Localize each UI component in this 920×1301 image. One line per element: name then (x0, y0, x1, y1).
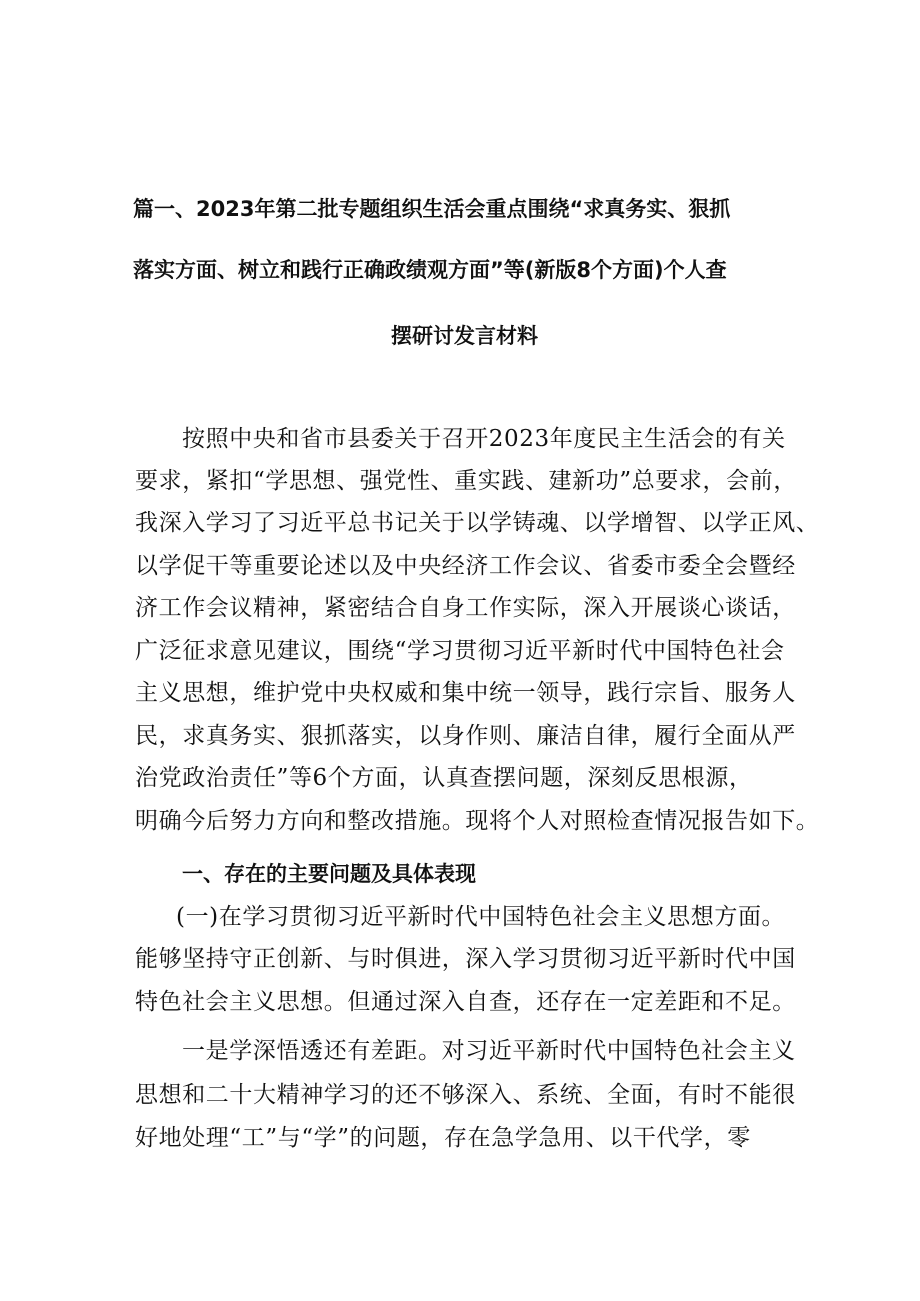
intro-line: 主义思想，维护党中央权威和集中统一领导，践行宗旨、服务人 (135, 680, 796, 706)
intro-line: 明确今后努力方向和整改措施。现将个人对照检查情况报告如下。 (135, 808, 820, 834)
point-line: 好地处理“工”与“学”的问题，存在急学急用、以干代学，零 (135, 1125, 751, 1151)
intro-line: 济工作会议精神，紧密结合自身工作实际，深入开展谈心谈话， (135, 595, 796, 621)
title-line-1: 篇一、2023年第二批专题组织生活会重点围绕“求真务实、狠抓 (133, 197, 731, 221)
point-line: 一是学深悟透还有差距。对习近平新时代中国特色社会主义 (182, 1038, 796, 1064)
intro-line: 以学促干等重要论述以及中央经济工作会议、省委市委全会暨经 (135, 553, 796, 579)
section-heading: 一、存在的主要问题及具体表现 (182, 862, 476, 886)
title-line-2: 落实方面、树立和践行正确政绩观方面”等(新版8个方面)个人查 (133, 258, 727, 282)
intro-line: 按照中央和省市县委关于召开2023年度民主生活会的有关 (182, 426, 786, 452)
intro-line: 民，求真务实、狠抓落实，以身作则、廉洁自律，履行全面从严 (135, 723, 796, 749)
title-line-3: 摆研讨发言材料 (391, 324, 538, 348)
subsection-line: (一)在学习贯彻习近平新时代中国特色社会主义思想方面。 (176, 904, 786, 930)
intro-line: 要求，紧扣“学思想、强党性、重实践、建新功”总要求，会前， (135, 468, 797, 494)
subsection-line: 能够坚持守正创新、与时俱进，深入学习贯彻习近平新时代中国 (135, 946, 796, 972)
subsection-line: 特色社会主义思想。但通过深入自查，还存在一定差距和不足。 (135, 989, 796, 1015)
point-line: 思想和二十大精神学习的还不够深入、系统、全面，有时不能很 (135, 1082, 796, 1108)
intro-line: 广泛征求意见建议，围绕“学习贯彻习近平新时代中国特色社会 (135, 638, 785, 664)
intro-line: 我深入学习了习近平总书记关于以学铸魂、以学增智、以学正风、 (135, 510, 820, 536)
intro-line: 治党政治责任”等6个方面，认真查摆问题，深刻反思根源， (135, 765, 753, 791)
